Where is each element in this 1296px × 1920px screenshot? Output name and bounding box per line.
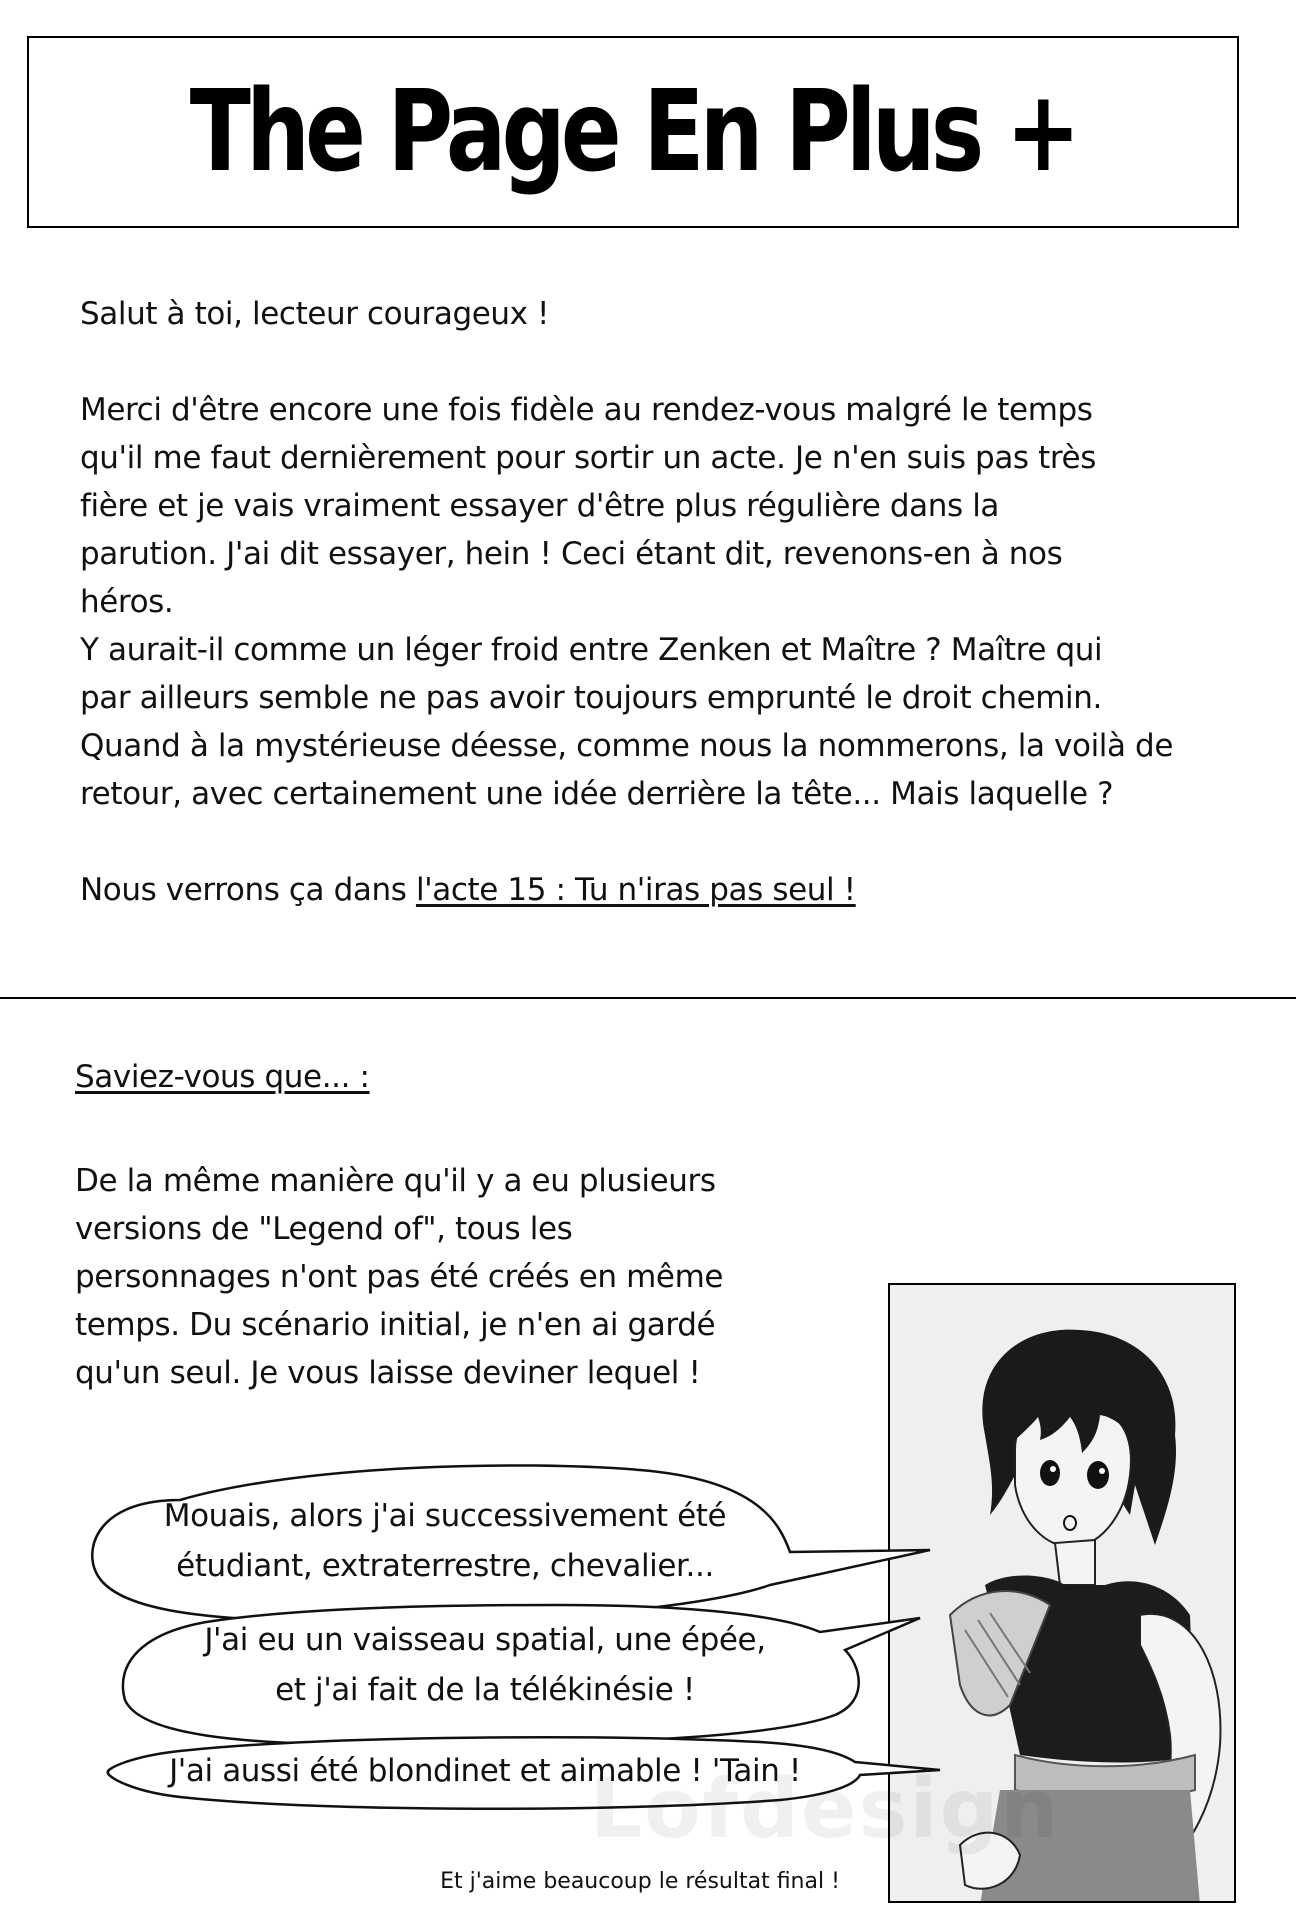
intro-line: par ailleurs semble ne pas avoir toujours emprunté le droit chemin. bbox=[80, 680, 1102, 716]
bubble-line: J'ai eu un vaisseau spatial, une épée, bbox=[204, 1622, 766, 1658]
trivia-line: personnages n'ont pas été créés en même bbox=[75, 1259, 724, 1295]
caption: Et j'aime beaucoup le résultat final ! bbox=[440, 1869, 840, 1894]
intro-line: fière et je vais vraiment essayer d'être plus régulière dans la bbox=[80, 488, 1000, 524]
trivia-line: versions de "Legend of", tous les bbox=[75, 1211, 573, 1247]
trivia-line: temps. Du scénario initial, je n'en ai gardé bbox=[75, 1307, 716, 1343]
intro-line: qu'il me faut dernièrement pour sortir un acte. Je n'en suis pas très bbox=[80, 440, 1096, 476]
bubble-line: J'ai aussi été blondinet et aimable ! 'Tain ! bbox=[169, 1753, 801, 1789]
greeting: Salut à toi, lecteur courageux ! bbox=[80, 296, 550, 332]
bubble-line: Mouais, alors j'ai successivement été bbox=[163, 1498, 727, 1534]
intro-line: parution. J'ai dit essayer, hein ! Ceci étant dit, revenons-en à nos bbox=[80, 536, 1063, 572]
bubble-1-text bbox=[110, 1491, 780, 1591]
watermark: Lofdesign bbox=[590, 1762, 1061, 1857]
intro-line: Quand à la mystérieuse déesse, comme nous la nommerons, la voilà de bbox=[80, 728, 1173, 764]
trivia-line: qu'un seul. Je vous laisse deviner lequel ! bbox=[75, 1355, 701, 1391]
intro-line: Y aurait-il comme un léger froid entre Zenken et Maître ? Maître qui bbox=[80, 632, 1103, 668]
trivia-heading: Saviez-vous que... : bbox=[75, 1059, 370, 1095]
trivia-line: De la même manière qu'il y a eu plusieurs bbox=[75, 1163, 716, 1199]
intro-line: Merci d'être encore une fois fidèle au rendez-vous malgré le temps bbox=[80, 392, 1093, 428]
intro-line: retour, avec certainement une idée derrière la tête... Mais laquelle ? bbox=[80, 776, 1114, 812]
bubble-line: et j'ai fait de la télékinésie ! bbox=[275, 1672, 695, 1708]
intro-line: héros. bbox=[80, 584, 174, 620]
bubble-2-text bbox=[150, 1615, 820, 1715]
page-title: The Page En Plus + bbox=[189, 67, 1077, 197]
next-act-prefix: Nous verrons ça dans bbox=[80, 872, 416, 908]
bubble-line: étudiant, extraterrestre, chevalier... bbox=[176, 1548, 714, 1584]
next-act-title: l'acte 15 : Tu n'iras pas seul ! bbox=[415, 872, 856, 908]
